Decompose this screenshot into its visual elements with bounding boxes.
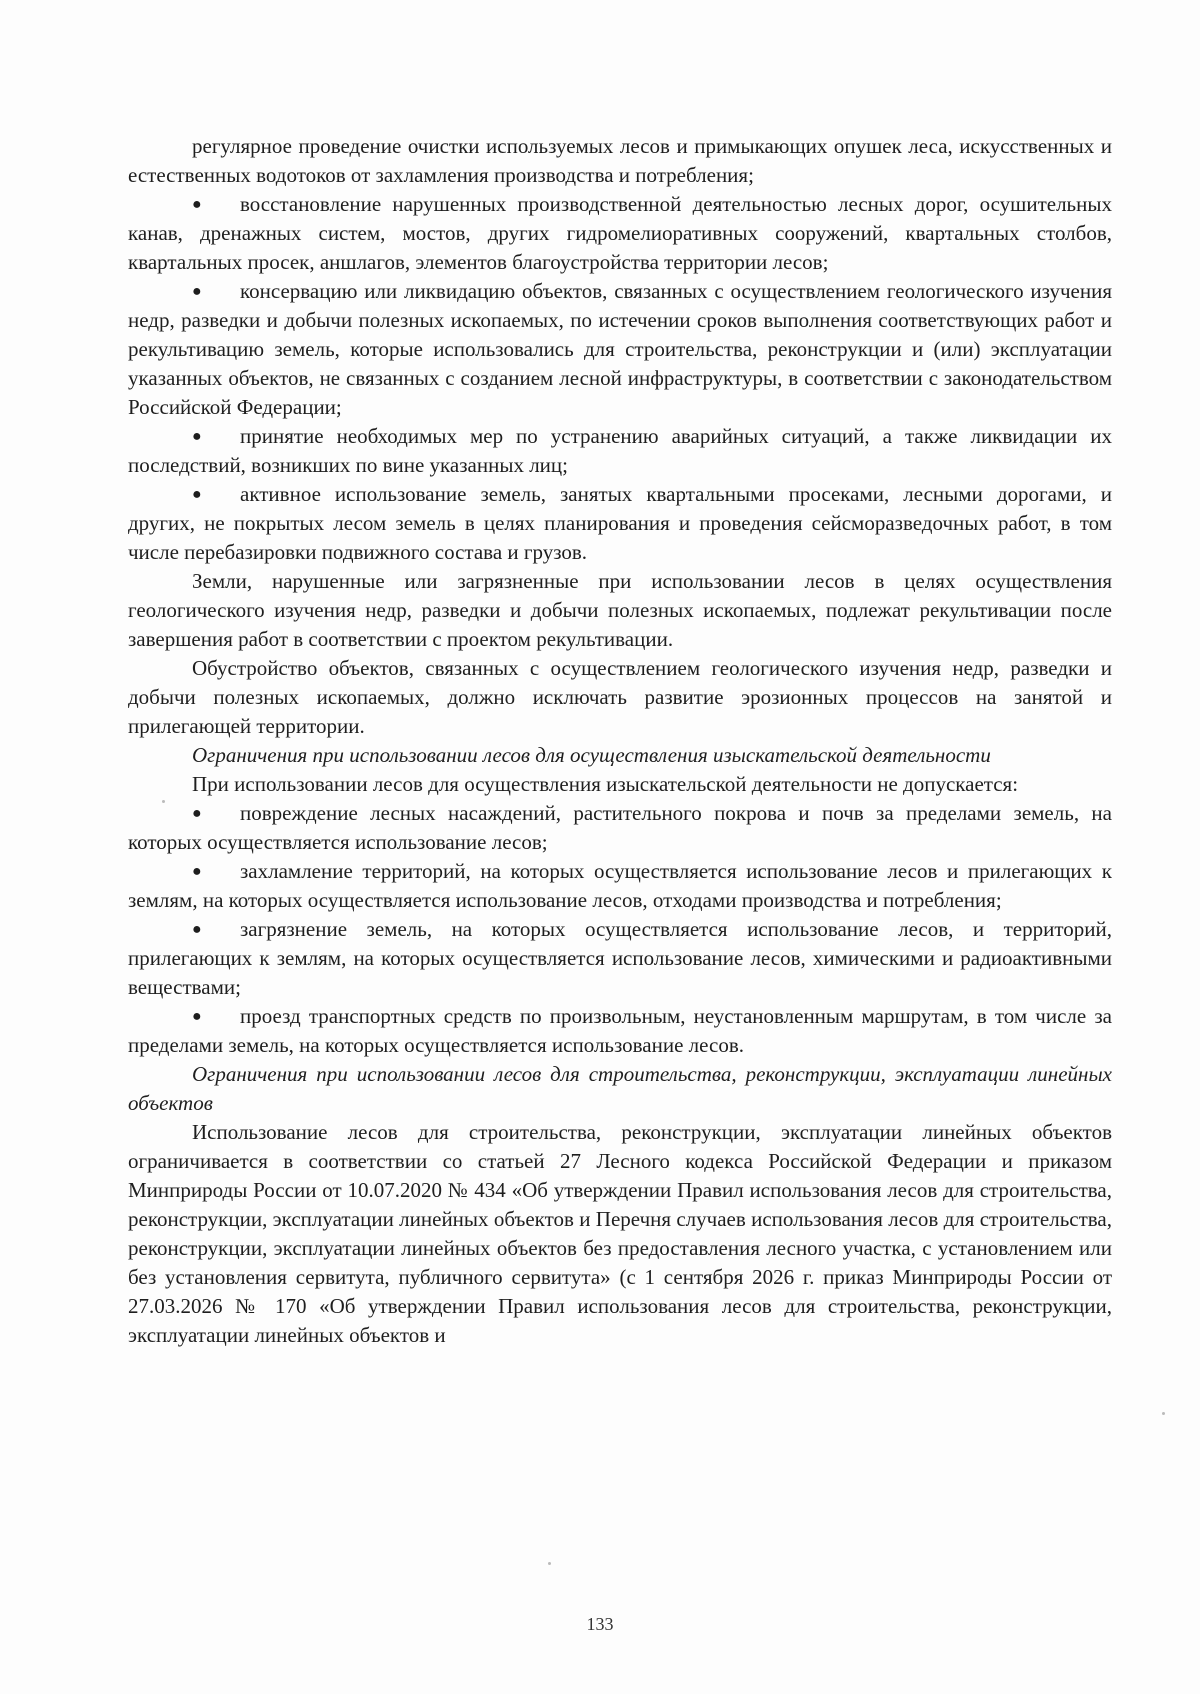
section-heading: Ограничения при использовании лесов для строительства, реконструкции, эксплуатации линейных объектов [128,1062,1112,1115]
bullet-icon: ● [192,863,202,880]
bullet-text: принятие необходимых мер по устранению аварийных ситуаций, а также ликвидации их последствий, возникших по вине указанных лиц; [128,424,1112,477]
bullet-text: загрязнение земель, на которых осуществляется использование лесов, и территорий, прилегающих к землям, на которых осуществляется использование лесов, химическими и радиоактивными веществами; [128,917,1112,999]
bullet-item [128,1002,1112,1060]
bullet-text: проезд транспортных средств по произвольным, неустановленным маршрутам, в том числе за пределами земель, на которых осуществляется использование лесов. [128,1004,1112,1057]
section-heading: Ограничения при использовании лесов для осуществления изыскательской деятельности [192,743,991,767]
bullet-item [128,480,1112,567]
bullet-icon: ● [192,486,202,503]
bullet-item [128,422,1112,480]
bullet-item [128,857,1112,915]
bullet-item [128,190,1112,277]
bullet-icon: ● [192,805,202,822]
paragraph: Использование лесов для строительства, реконструкции, эксплуатации линейных объектов ограничивается в соответствии со статьей 27 Лесного кодекса Российской Федерации и приказом Минприроды России от 10.07.2020 № 434 «Об утверждении Правил использования лесов для строительства, реконструкции, эксплуатации линейных объектов и Перечня случаев использования лесов для строительства, реконструкции, эксплуатации линейных объектов без предоставления лесного участка, с установлением или без установления сервитута, публичного сервитута» (с 1 сентября 2026 г. приказ Минприроды России от 27.03.2026 № 170 «Об утверждении Правил использования лесов для строительства, реконструкции, эксплуатации линейных объектов и [128,1120,1112,1347]
paragraph: Обустройство объектов, связанных с осуществлением геологического изучения недр, разведки и добычи полезных ископаемых, должно исключать развитие эрозионных процессов на занятой и прилегающей территории. [128,656,1112,738]
scan-speck [162,800,165,803]
bullet-text: консервацию или ликвидацию объектов, связанных с осуществлением геологического изучения недр, разведки и добычи полезных ископаемых, по истечении сроков выполнения соответствующих работ и рекультивацию земель, которые использовались для строительства, реконструкции и (или) эксплуатации указанных объектов, не связанных с созданием лесной инфраструктуры, в соответствии с законодательством Российской Федерации; [128,279,1112,419]
bullet-icon: ● [192,1008,202,1025]
scan-speck [548,1562,551,1565]
bullet-text: захламление территорий, на которых осуществляется использование лесов и прилегающих к землям, на которых осуществляется использование лесов, отходами производства и потребления; [128,859,1112,912]
paragraph: При использовании лесов для осуществления изыскательской деятельности не допускается: [192,772,1019,796]
document-body [128,132,1112,1350]
bullet-icon: ● [192,196,202,213]
bullet-icon: ● [192,428,202,445]
bullet-item [128,799,1112,857]
bullet-text: восстановление нарушенных производственной деятельностью лесных дорог, осушительных канав, дренажных систем, мостов, других гидромелиоративных сооружений, квартальных столбов, квартальных просек, аншлагов, элементов благоустройства территории лесов; [128,192,1112,274]
paragraph: Земли, нарушенные или загрязненные при использовании лесов в целях осуществления геологического изучения недр, разведки и добычи полезных ископаемых, подлежат рекультивации после завершения работ в соответствии с проектом рекультивации. [128,569,1112,651]
paragraph: регулярное проведение очистки используемых лесов и примыкающих опушек леса, искусственных и естественных водотоков от захламления производства и потребления; [128,134,1112,187]
scan-speck [1162,1412,1165,1415]
page-number: 133 [586,1614,614,1634]
bullet-icon: ● [192,283,202,300]
bullet-text: повреждение лесных насаждений, растительного покрова и почв за пределами земель, на которых осуществляется использование лесов; [128,801,1112,854]
bullet-item [128,277,1112,422]
bullet-icon: ● [192,921,202,938]
bullet-text: активное использование земель, занятых квартальными просеками, лесными дорогами, и других, не покрытых лесом земель в целях планирования и проведения сейсморазведочных работ, в том числе перебазировки подвижного состава и грузов. [128,482,1112,564]
bullet-item [128,915,1112,1002]
